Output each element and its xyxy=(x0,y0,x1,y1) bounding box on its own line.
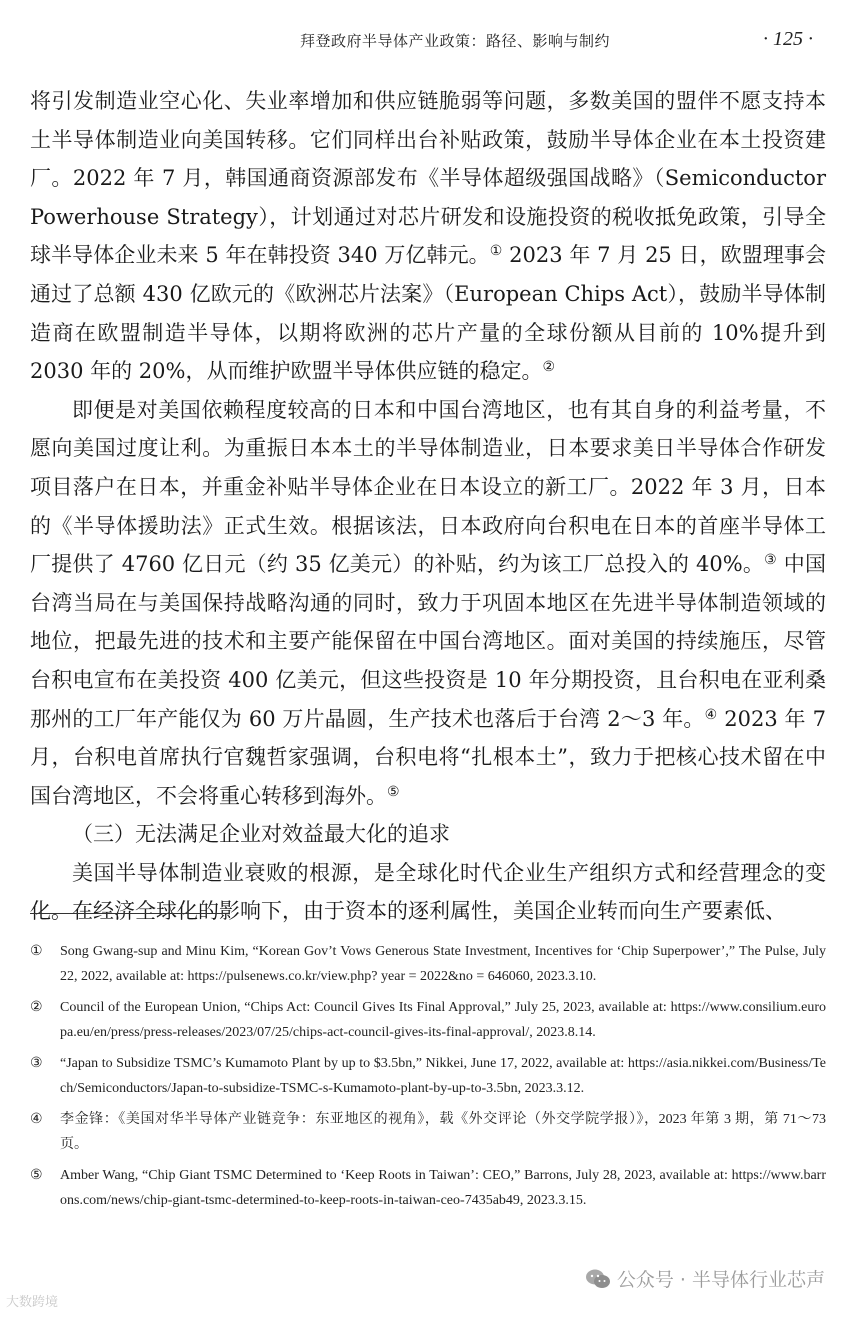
section-heading: （三）无法满足企业对效益最大化的追求 xyxy=(72,822,450,847)
footnote-divider xyxy=(30,913,230,914)
footnote-marker: ③ xyxy=(30,1056,43,1071)
footnote-ref-5[interactable]: ⑤ xyxy=(387,783,400,800)
footnote xyxy=(30,940,826,989)
footnote-text: “Japan to Subsidize TSMC’s Kumamoto Plant by up to $3.5bn,” Nikkei, June 17, 2022, available at: https://asia.nikkei.com/Business/Tech/Semiconductors/Japan-to-subsidize-TSMC-s-Kumamoto-plant-by-up-to-3.5bn, 2023.3.12. xyxy=(60,1056,826,1096)
paragraph-japan-taiwan xyxy=(30,391,826,816)
watermark-text: 公众号 · 半导体行业芯声 xyxy=(616,1269,825,1291)
footnote-marker: ⑤ xyxy=(30,1168,43,1183)
paragraph-text: 将引发制造业空心化、失业率增加和供应链脆弱等问题，多数美国的盟伴不愿支持本土半导体制造业向美国转移。它们同样出台补贴政策，鼓励半导体企业在本土投资建厂。2022 年 7 月，韩国通商资源部发布《半导体超级强国战略》（Semiconductor Powerhouse Strategy），计划通过对芯片研发和设施投资的税收抵免政策，引导全球半导体企业未来 5 年在韩投资 340 万亿韩元。 xyxy=(30,89,826,268)
footnote xyxy=(30,996,826,1045)
footnote-text: Amber Wang, “Chip Giant TSMC Determined to ‘Keep Roots in Taiwan’: CEO,” Barrons, July 28, 2023, available at: https://www.barrons.com/news/chip-giant-tsmc-determined-to-keep-roots-in-taiwan-ceo-7435ab49, 2023.3.15. xyxy=(60,1168,826,1208)
paragraph-text: 2023 年 7 月 25 日，欧盟理事会通过了总额 430 亿欧元的《欧洲芯片法案》（European Chips Act），鼓励半导体制造商在欧盟制造半导体，以期将欧洲的芯片产量的全球份额从目前的 10%提升到 2030 年的 20%，从而维护欧盟半导体供应链的稳定。 xyxy=(30,243,826,384)
corner-watermark: 大数跨境 xyxy=(6,1295,59,1310)
wechat-watermark xyxy=(585,1265,825,1292)
footnote-ref-3[interactable]: ③ xyxy=(764,552,777,569)
footnote-ref-4[interactable]: ④ xyxy=(704,706,718,723)
paragraph-text: 2023 年 7 月，台积电首席执行官魏哲家强调，台积电将“扎根本土”，致力于把核心技术留在中国台湾地区，不会将重心转移到海外。 xyxy=(30,706,826,808)
page-header xyxy=(0,30,853,56)
paragraph-text: 即便是对美国依赖程度较高的日本和中国台湾地区，也有其自身的利益考量，不愿向美国过度让利。为重振日本本土的半导体制造业，日本要求美日半导体合作研发项目落户在日本，并重金补贴半导体企业在日本设立的新工厂。2022 年 3 月，日本的《半导体援助法》正式生效。根据该法，日本政府向台积电在日本的首座半导体工厂提供了 4760 亿日元（约 35 亿美元）的补贴，约为该工厂总投入的 40%。 xyxy=(30,397,826,577)
footnote xyxy=(30,1108,826,1157)
footnote-text: Song Gwang-sup and Minu Kim, “Korean Gov’t Vows Generous State Investment, Incentives for ‘Chip Superpower’,” The Pulse, July 22, 2022, available at: https://pulsenews.co.kr/view.php? year = 2022&no = 646060, 2023.3.10. xyxy=(60,944,826,984)
footnote xyxy=(30,1052,826,1101)
paragraph-text: 中国台湾当局在与美国保持战略沟通的同时，致力于巩固本地区在先进半导体制造领域的地位，把最先进的技术和主要产能保留在中国台湾地区。面对美国的持续施压，尽管台积电宣布在美投资 400 亿美元，但这些投资是 10 年分期投资，且台积电在亚利桑那州的工厂年产能仅为 60 万片晶圆，生产技术也落后于台湾 2～3 年。 xyxy=(30,552,826,731)
footnote-text: Council of the European Union, “Chips Act: Council Gives Its Final Approval,” July 25, 2023, available at: https://www.consilium.europa.eu/en/press/press-releases/2023/07/25/chips-act-council-gives-its-final-approval/, 2023.8.14. xyxy=(60,1000,826,1040)
paragraph-continued xyxy=(30,82,826,391)
footnote-ref-2[interactable]: ② xyxy=(542,359,556,376)
footnote-ref-1[interactable]: ① xyxy=(489,243,503,260)
page-number: · 125 · xyxy=(763,28,813,50)
paragraph-decline-root: 美国半导体制造业衰败的根源，是全球化时代企业生产组织方式和经营理念的变化。在经济全球化的影响下，由于资本的逐利属性，美国企业转而向生产要素低、 xyxy=(30,860,826,924)
body-text xyxy=(30,82,826,931)
footnotes xyxy=(30,940,826,1220)
running-title: 拜登政府半导体产业政策：路径、影响与制约 xyxy=(300,32,611,50)
footnote-text: 李金锋：《美国对华半导体产业链竞争：东亚地区的视角》，载《外交评论（外交学院学报）》，2023 年第 3 期，第 71～73 页。 xyxy=(60,1112,826,1152)
footnote xyxy=(30,1164,826,1213)
footnote-marker: ② xyxy=(30,1000,43,1015)
footnote-marker: ④ xyxy=(30,1112,43,1127)
wechat-icon xyxy=(585,1268,611,1290)
footnote-marker: ① xyxy=(30,944,43,959)
